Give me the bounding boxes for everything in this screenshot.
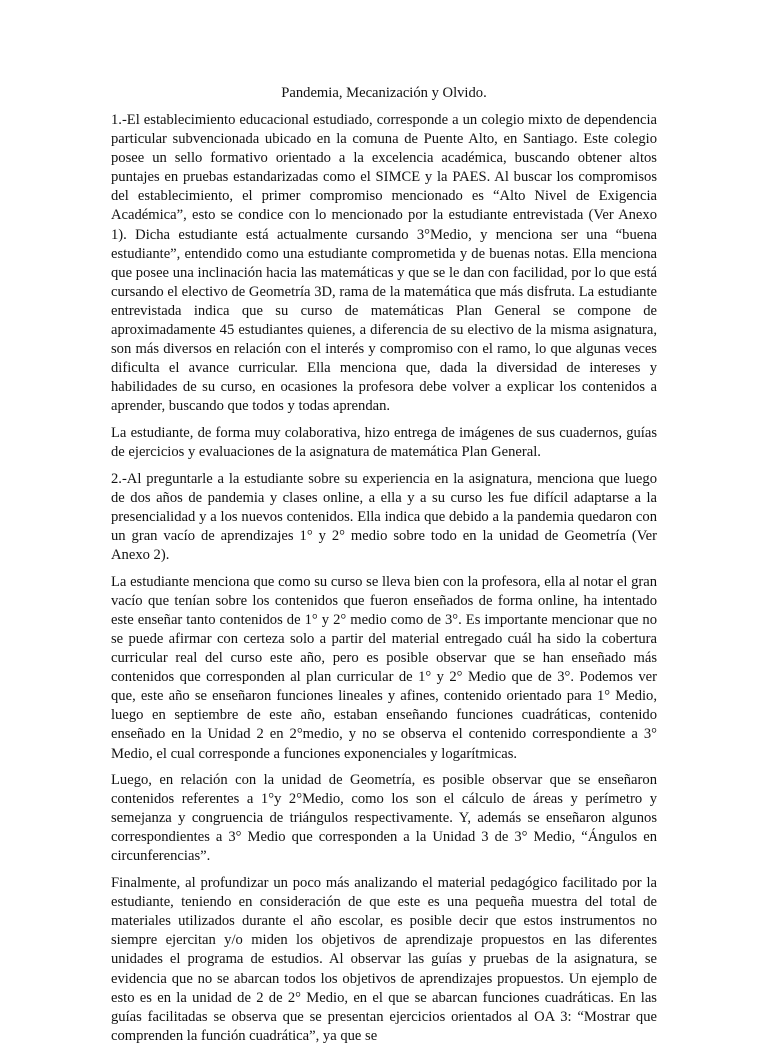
- document-title: Pandemia, Mecanización y Olvido.: [281, 85, 487, 101]
- paragraph-2: La estudiante, de forma muy colaborativa, hizo entrega de imágenes de sus cuadernos, guías de ejercicios y evaluaciones de la asignatura de matemática Plan General.: [111, 425, 657, 461]
- paragraph-6: Finalmente, al profundizar un poco más analizando el material pedagógico facilitado por la estudiante, teniendo en consideración de que este es una pequeña muestra del total de materiales utilizados durante el año escolar, es posible decir que estos instrumentos no siempre ejercitan y/o miden los objetivos de aprendizaje propuestos en las diferentes unidades el programa de estudios. Al observar las guías y pruebas de la asignatura, se evidencia que no se abarcan todos los objetivos de aprendizajes propuestos. Un ejemplo de esto es en la unidad de 2 de 2° Medio, en el que se abarcan funciones cuadráticas. En las guías facilitadas se observa que se presentan ejercicios orientados al OA 3: “Mostrar que comprenden la función cuadrática”, ya que se: [111, 875, 657, 1044]
- paragraph-3: 2.-Al preguntarle a la estudiante sobre su experiencia en la asignatura, menciona que luego de dos años de pandemia y clases online, a ella y a su curso les fue difícil adaptarse a la presencialidad y a los nuevos contenidos. Ella indica que debido a la pandemia quedaron con un gran vacío de aprendizajes 1° y 2° medio sobre todo en la unidad de Geometría (Ver Anexo 2).: [111, 470, 657, 564]
- paragraph-5: Luego, en relación con la unidad de Geometría, es posible observar que se enseñaron contenidos referentes a 1°y 2°Medio, como los son el cálculo de áreas y perímetro y semejanza y congruencia de triángulos respectivamente. Y, además se enseñaron algunos correspondientes a 3° Medio que corresponden a la Unidad 3 de 3° Medio, “Ángulos en circunferencias”.: [111, 772, 657, 865]
- paragraph-4: La estudiante menciona que como su curso se lleva bien con la profesora, ella al notar el gran vacío que tenían sobre los contenidos que fueron enseñados de forma online, ha intentado este enseñar tanto contenidos de 1° y 2° medio como de 3°. Es importante mencionar que no se puede afirmar con certeza solo a partir del material entregado cuál ha sido la cobertura curricular real del curso este año, pero es posible observar que se han enseñado más contenidos que corresponden al plan curricular de 1° y 2° Medio que de 3°. Podemos ver que, este año se enseñaron funciones lineales y afines, contenido orientado para 1° Medio, luego en septiembre de este año, estaban enseñando funciones cuadráticas, contenido enseñado en la Unidad 2 en 2°medio, y no se observa el contenido correspondiente a 3° Medio, el cual corresponde a funciones exponenciales y logarítmicas.: [111, 573, 657, 762]
- document-body: [111, 111, 657, 1046]
- paragraph-1: 1.-El establecimiento educacional estudiado, corresponde a un colegio mixto de dependencia particular subvencionada ubicado en la comuna de Puente Alto, en Santiago. Este colegio posee un sello formativo orientado a la excelencia académica, buscando obtener altos puntajes en pruebas estandarizadas como el SIMCE y la PAES. Al buscar los compromisos del establecimiento, el primer compromiso mencionado es “Alto Nivel de Exigencia Académica”, esto se condice con lo mencionado por la estudiante entrevistada (Ver Anexo 1). Dicha estudiante está actualmente cursando 3°Medio, y menciona ser una “buena estudiante”, entendido como una estudiante comprometida y de buenas notas. Ella menciona que posee una inclinación hacia las matemáticas y que se le dan con facilidad, por lo que está cursando el electivo de Geometría 3D, rama de la matemática que más disfruta. La estudiante entrevistada indica que su curso de matemáticas Plan General se compone de aproximadamente 45 estudiantes quienes, a diferencia de su electivo de la misma asignatura, son más diversos en relación con el interés y compromiso con el ramo, lo que algunas veces dificulta el avance curricular. Ella menciona que, dada la diversidad de intereses y habilidades de su curso, en ocasiones la profesora debe volver a explicar los contenidos a aprender, buscando que todos y todas aprendan.: [111, 112, 657, 415]
